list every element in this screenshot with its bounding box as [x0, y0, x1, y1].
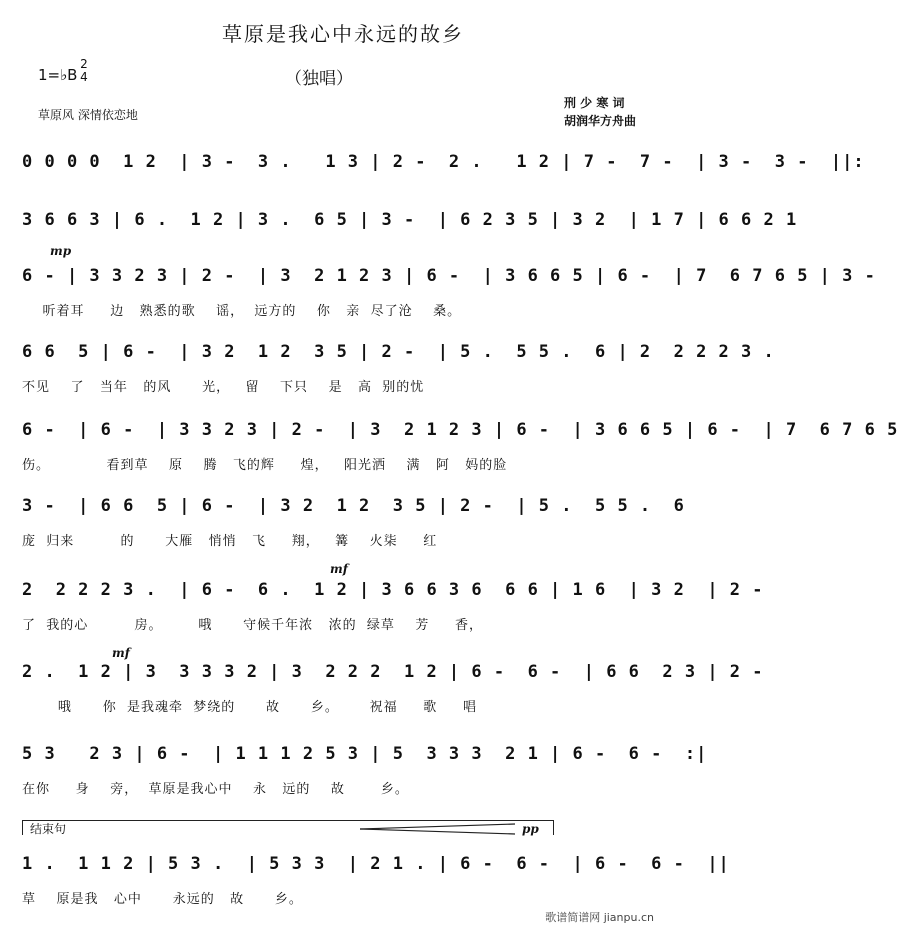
lyrics: 庞 归来 的 大雁 悄悄 飞 翔， 篝 火柒 红	[22, 534, 438, 549]
lyrics: 伤。 看到草 原 腾 飞的辉 煌， 阳光洒 满 阿 妈的脸	[22, 458, 508, 473]
score-line-8	[22, 646, 764, 722]
score-line-7	[22, 562, 764, 640]
song-title: 草原是我心中永远的故乡	[222, 22, 464, 46]
subtitle: （独唱）	[285, 69, 353, 89]
performance-style: 草原风 深情依恋地	[38, 108, 138, 122]
decrescendo-hairpin	[360, 822, 520, 836]
dynamic-mp: mp	[50, 244, 72, 258]
score-line-6	[22, 496, 685, 556]
lyrics: 听着耳 边 熟悉的歌 谣， 远方的 你 亲 尽了沧 桑。	[22, 304, 462, 319]
dynamic-mf-2: mf	[112, 646, 130, 660]
lyrics: 不见 了 当年 的风 光， 留 下只 是 高 别的忧	[22, 380, 425, 395]
notes: 1 . 1 1 2 | 5 3 . | 5 3 3 | 2 1 . | 6 - 6 - | 6 - 6 - ||	[22, 854, 730, 874]
coda-label: 结束句	[30, 822, 67, 836]
score-line-1	[22, 152, 865, 212]
time-signature-bottom: 4	[80, 70, 88, 84]
composer: 胡润华方舟曲	[564, 114, 637, 128]
score-line-3	[22, 244, 876, 326]
notes: 6 - | 3 3 2 3 | 2 - | 3 2 1 2 3 | 6 - | 3 6 6 5 | 6 - | 7 6 7 6 5 | 3 -	[22, 266, 876, 286]
watermark: 歌谱简谱网 jianpu.cn	[545, 911, 654, 924]
time-signature	[78, 58, 90, 84]
dynamic-mf: mf	[330, 562, 348, 576]
notes: 3 6 6 3 | 6 . 1 2 | 3 . 6 5 | 3 - | 6 2 3 5 | 3 2 | 1 7 | 6 6 2 1	[22, 210, 798, 230]
notes: 2 . 1 2 | 3 3 3 3 2 | 3 2 2 2 1 2 | 6 - 6 - | 6 6 2 3 | 2 -	[22, 662, 764, 682]
notes: 6 6 5 | 6 - | 3 2 1 2 3 5 | 2 - | 5 . 5 5 . 6 | 2 2 2 2 3 .	[22, 342, 775, 362]
notes: 2 2 2 2 3 . | 6 - 6 . 1 2 | 3 6 6 3 6 6 6 | 1 6 | 3 2 | 2 -	[22, 580, 764, 600]
lyrics: 在你 身 旁， 草原是我心中 永 远的 故 乡。	[22, 782, 409, 797]
lyrics: 草 原是我 心中 永远的 故 乡。	[22, 892, 303, 907]
score-line-9	[22, 744, 708, 804]
dynamic-pp: pp	[522, 822, 539, 836]
notes: 6 - | 6 - | 3 3 2 3 | 2 - | 3 2 1 2 3 | 6 - | 3 6 6 5 | 6 - | 7 6 7 6 5	[22, 420, 898, 440]
notes: 5 3 2 3 | 6 - | 1 1 1 2 5 3 | 5 3 3 3 2 1 | 6 - 6 - :|	[22, 744, 708, 764]
score-line-4	[22, 342, 775, 402]
lyrics: 了 我的心 房。 哦 守候千年浓 浓的 绿草 芳 香，	[22, 618, 484, 633]
score-line-5	[22, 420, 898, 480]
lyricist: 刑 少 寒 词	[564, 96, 625, 110]
key-signature: 1=♭B	[38, 66, 78, 84]
notes: 0 0 0 0 1 2 | 3 - 3 . 1 3 | 2 - 2 . 1 2 | 7 - 7 - | 3 - 3 - ||:	[22, 152, 865, 172]
score-line-10	[22, 854, 730, 914]
score-line-2	[22, 210, 798, 270]
notes: 3 - | 6 6 5 | 6 - | 3 2 1 2 3 5 | 2 - | 5 . 5 5 . 6	[22, 496, 685, 516]
time-signature-top: 2	[80, 57, 88, 71]
lyrics: 哦 你 是我魂牵 梦绕的 故 乡。 祝福 歌 唱	[22, 700, 477, 715]
credits	[564, 94, 636, 130]
